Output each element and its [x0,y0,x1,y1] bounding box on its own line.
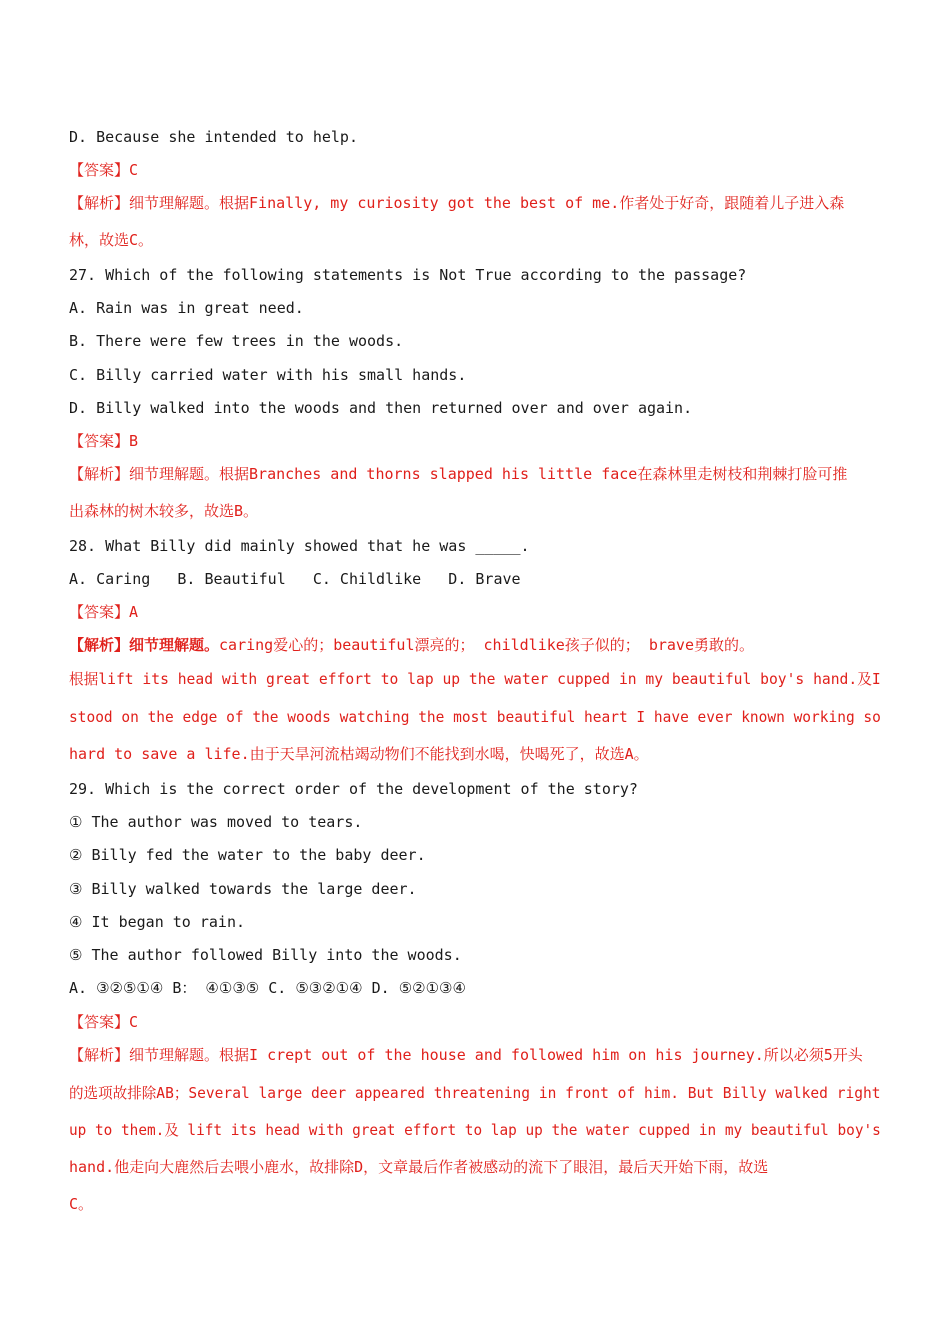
answer-value: A [129,603,139,621]
options-q29: A. ③②⑤①④ B： ④①③⑤ C. ⑤③②①④ D. ⑤②①③④ [69,979,466,997]
analysis-text: caring爱心的；beautiful漂亮的； childlike孩子似的； brave勇敢的。 [219,636,754,654]
analysis-label: 【解析】 [69,1046,130,1064]
option-d-q27: D. Billy walked into the woods and then returned over and over again. [69,399,693,417]
analysis-q28-line3: stood on the edge of the woods watching the most beautiful heart I have ever known working so [69,708,881,726]
option-a-q27: A. Rain was in great need. [69,299,304,317]
event-1: ① The author was moved to tears. [69,813,363,831]
analysis-type: 细节理解题。 [129,636,220,654]
answer-q26 [69,160,138,180]
question-27: 27. Which of the following statements is Not True according to the passage? [69,266,747,284]
answer-value: B [129,432,139,450]
event-4: ④ It began to rain. [69,913,246,931]
options-q28: A. Caring B. Beautiful C. Childlike D. Brave [69,570,521,588]
analysis-q27-line2: 出森林的树木较多，故选B。 [69,502,259,520]
answer-label: 【答案】 [69,1013,130,1031]
analysis-label: 【解析】 [69,636,130,654]
option-d-q26: D. Because she intended to help. [69,128,358,146]
analysis-text: 细节理解题。根据I crept out of the house and followed him on his journey.所以必须5开头 [129,1046,863,1064]
event-5: ⑤ The author followed Billy into the woods. [69,946,462,964]
event-3: ③ Billy walked towards the large deer. [69,880,417,898]
option-c-q27: C. Billy carried water with his small hands. [69,366,467,384]
analysis-label: 【解析】 [69,465,130,483]
answer-q27 [69,431,138,451]
analysis-label: 【解析】 [69,194,130,212]
analysis-q29-line5: C。 [69,1195,94,1213]
analysis-q29-line1 [69,1045,863,1065]
analysis-q28-line2: 根据lift its head with great effort to lap up the water cupped in my beautiful boy's hand.及I [69,670,881,688]
analysis-q28-line4: hard to save a life.由于天旱河流枯竭动物们不能找到水喝，快喝死了，故选A。 [69,745,649,763]
option-b-q27: B. There were few trees in the woods. [69,332,404,350]
answer-value: C [129,161,139,179]
answer-q29 [69,1012,138,1032]
event-2: ② Billy fed the water to the baby deer. [69,846,426,864]
analysis-q29-line4: hand.他走向大鹿然后去喂小鹿水，故排除D，文章最后作者被感动的流下了眼泪，最后天开始下雨，故选 [69,1158,769,1176]
analysis-q26-line1 [69,193,844,213]
answer-value: C [129,1013,139,1031]
analysis-q26-line2: 林，故选C。 [69,231,154,249]
analysis-q27-line1 [69,464,847,484]
analysis-q29-line3: up to them.及 lift its head with great effort to lap up the water cupped in my beautiful boy's [69,1121,881,1139]
answer-q28 [69,602,138,622]
question-28: 28. What Billy did mainly showed that he was _____. [69,537,530,555]
question-29: 29. Which is the correct order of the development of the story? [69,780,638,798]
answer-label: 【答案】 [69,161,130,179]
answer-label: 【答案】 [69,432,130,450]
analysis-text: 细节理解题。根据Branches and thorns slapped his little face在森林里走树枝和荆棘打脸可推 [129,465,848,483]
analysis-q29-line2: 的选项故排除AB；Several large deer appeared threatening in front of him. But Billy walked right [69,1084,881,1102]
analysis-q28-line1 [69,635,754,655]
answer-label: 【答案】 [69,603,130,621]
analysis-text: 细节理解题。根据Finally, my curiosity got the best of me.作者处于好奇，跟随着儿子进入森 [129,194,845,212]
